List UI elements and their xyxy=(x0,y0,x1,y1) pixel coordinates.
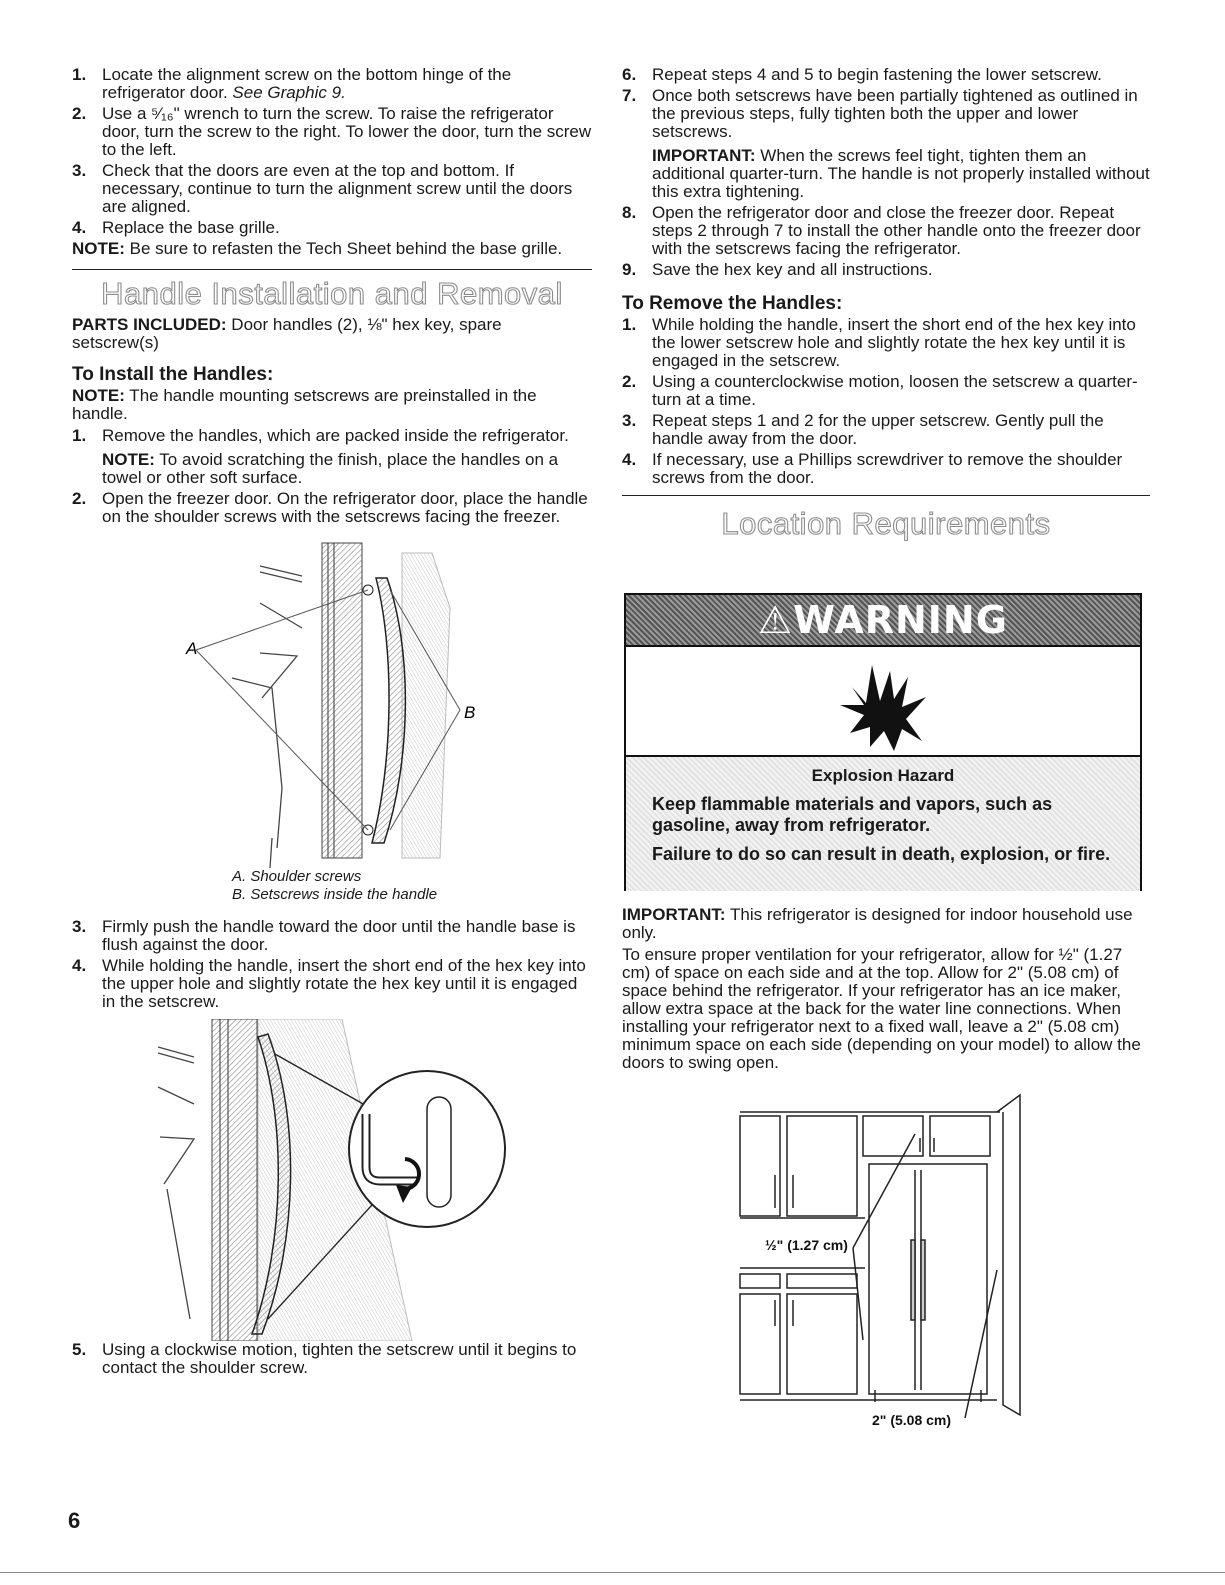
indoor-use-note: IMPORTANT: This refrigerator is designed for indoor household use only. xyxy=(622,905,1133,942)
remove-steps xyxy=(622,316,1150,487)
step-number: 1. xyxy=(72,65,87,84)
alignment-steps xyxy=(72,66,592,237)
page-number: 6 xyxy=(68,1508,81,1533)
step-text: Repeat steps 4 and 5 to begin fastening the lower setscrew. xyxy=(652,65,1102,84)
half-inch-label: ½" (1.27 cm) xyxy=(765,1237,848,1253)
step-number: 6. xyxy=(622,65,637,84)
step-number: 3. xyxy=(72,161,87,180)
clearance-diagram xyxy=(735,1090,1035,1440)
step-text: Save the hex key and all instructions. xyxy=(652,260,933,279)
parts-included: PARTS INCLUDED: Door handles (2), ⅛" hex key, spare setscrew(s) xyxy=(72,315,502,352)
hex-key-figure xyxy=(72,1019,592,1341)
hex-key-illustration xyxy=(72,1019,592,1341)
remove-heading: To Remove the Handles: xyxy=(622,293,843,314)
label-b: B xyxy=(464,703,476,722)
step-number: 4. xyxy=(72,956,87,975)
step-number: 4. xyxy=(72,218,87,237)
step-text: Replace the base grille. xyxy=(102,218,280,237)
step-text: Open the refrigerator door and close the freezer door. Repeat steps 2 through 7 to install the other handle onto the freezer door with the setscrews facing the refrigerator. xyxy=(652,203,1141,258)
warning-line-2: Failure to do so can result in death, explosion, or fire. xyxy=(652,844,1111,864)
step-item xyxy=(72,490,592,526)
step-text: Locate the alignment screw on the bottom hinge of the refrigerator door. xyxy=(102,65,512,102)
explosion-icon-area xyxy=(626,647,1140,757)
install-steps-1-2 xyxy=(72,427,592,526)
step-number: 5. xyxy=(72,1340,87,1359)
step-number: 2. xyxy=(72,104,87,123)
caption-shoulder-screws: A. Shoulder screws xyxy=(232,868,362,885)
warning-box xyxy=(624,593,1142,891)
left-column xyxy=(72,66,592,1380)
step-number: 3. xyxy=(622,411,637,430)
step-item xyxy=(622,204,1150,258)
step-text: Firmly push the handle toward the door until the handle base is flush against the door. xyxy=(102,917,576,954)
handle-section-title: Handle Installation and Removal xyxy=(101,276,563,311)
install-note: NOTE: The handle mounting setscrews are preinstalled in the handle. xyxy=(72,386,537,423)
step-number: 1. xyxy=(72,426,87,445)
warning-header-text: ⚠WARNING xyxy=(758,598,1008,642)
caption-setscrews: B. Setscrews inside the handle xyxy=(232,886,438,903)
page-bottom-rule xyxy=(0,1572,1225,1573)
step-text: While holding the handle, insert the short end of the hex key into the upper hole and slightly rotate the hex key until it is engaged in the setscrew. xyxy=(102,956,586,1011)
step-item xyxy=(72,957,592,1011)
step-reference: See Graphic 9. xyxy=(232,83,346,102)
install-heading: To Install the Handles: xyxy=(72,364,274,385)
step-text: While holding the handle, insert the short end of the hex key into the lower setscrew hole and slightly rotate the hex key until it is engaged in the setscrew. xyxy=(652,315,1136,370)
install-steps-6-9 xyxy=(622,66,1150,279)
step-sub-note: NOTE: To avoid scratching the finish, place the handles on a towel or other soft surface. xyxy=(102,450,559,487)
step-number: 2. xyxy=(622,372,637,391)
step-item xyxy=(622,261,1150,279)
handle-placement-illustration xyxy=(72,538,592,868)
two-inch-label: 2" (5.08 cm) xyxy=(872,1412,952,1428)
step-item xyxy=(72,105,592,159)
ventilation-paragraph: To ensure proper ventilation for your refrigerator, allow for ½" (1.27 cm) of space on each side and at the top. Allow for 2" (5.08 cm) of space behind the refrigerator. If your refrigerator has an ice maker, allow extra space at the back for the water line connections. When installing your refrigerator next to a fixed wall, leave a 2" (5.08 cm) minimum space on each side (depending on your model) to allow the doors to swing open. xyxy=(622,945,1141,1072)
location-text xyxy=(622,906,1150,1076)
step-item xyxy=(622,412,1150,448)
step-text: Using a counterclockwise motion, loosen the setscrew a quarter-turn at a time. xyxy=(652,372,1138,409)
section-divider-right xyxy=(622,495,1150,496)
step-item xyxy=(72,427,592,487)
step-number: 2. xyxy=(72,489,87,508)
step-text: Using a clockwise motion, tighten the setscrew until it begins to contact the shoulder screw. xyxy=(102,1340,577,1377)
warning-header xyxy=(626,595,1140,647)
step-item xyxy=(622,373,1150,409)
right-column xyxy=(622,66,1150,546)
step-text: Check that the doors are even at the top and bottom. If necessary, continue to turn the alignment screw until the doors are aligned. xyxy=(102,161,573,216)
step-text: If necessary, use a Phillips screwdriver to remove the shoulder screws from the door. xyxy=(652,450,1123,487)
handle-placement-figure xyxy=(72,538,592,868)
step-item xyxy=(622,66,1150,84)
step-sub-note: IMPORTANT: When the screws feel tight, tighten them an additional quarter-turn. The handle is not properly installed without this extra tightening. xyxy=(652,146,1150,201)
label-a: A xyxy=(186,639,198,658)
step-number: 1. xyxy=(622,315,637,334)
section-divider xyxy=(72,269,592,270)
step-item xyxy=(622,451,1150,487)
step-number: 4. xyxy=(622,450,637,469)
warning-body xyxy=(626,757,1140,891)
step-number: 7. xyxy=(622,86,637,105)
step-item xyxy=(72,66,592,102)
step-item xyxy=(622,87,1150,201)
step-item xyxy=(72,1341,592,1377)
warning-line-1: Keep flammable materials and vapors, such as gasoline, away from refrigerator. xyxy=(652,794,1053,835)
warning-title: Explosion Hazard xyxy=(811,766,955,785)
step-number: 3. xyxy=(72,917,87,936)
install-steps-3-4 xyxy=(72,918,592,1011)
install-step-5 xyxy=(72,1341,592,1377)
step-text: Once both setscrews have been partially tightened as outlined in the previous steps, fully tighten both the upper and lower setscrews. xyxy=(652,86,1138,141)
step-text: Repeat steps 1 and 2 for the upper setscrew. Gently pull the handle away from the door. xyxy=(652,411,1104,448)
step-text: Use a ⁵⁄₁₆" wrench to turn the screw. To raise the refrigerator door, turn the screw to the right. To lower the door, turn the screw to the left. xyxy=(102,104,592,159)
location-section-title: Location Requirements xyxy=(721,506,1051,541)
step-item xyxy=(72,219,592,237)
step-text: Open the freezer door. On the refrigerator door, place the handle on the shoulder screws with the setscrews facing the freezer. xyxy=(102,489,588,526)
explosion-icon xyxy=(626,647,1140,755)
step-number: 9. xyxy=(622,260,637,279)
step-item xyxy=(622,316,1150,370)
step-text: Remove the handles, which are packed inside the refrigerator. xyxy=(102,426,569,445)
step-number: 8. xyxy=(622,203,637,222)
base-grille-note: NOTE: Be sure to refasten the Tech Sheet behind the base grille. xyxy=(72,239,563,258)
step-item xyxy=(72,918,592,954)
step-item xyxy=(72,162,592,216)
